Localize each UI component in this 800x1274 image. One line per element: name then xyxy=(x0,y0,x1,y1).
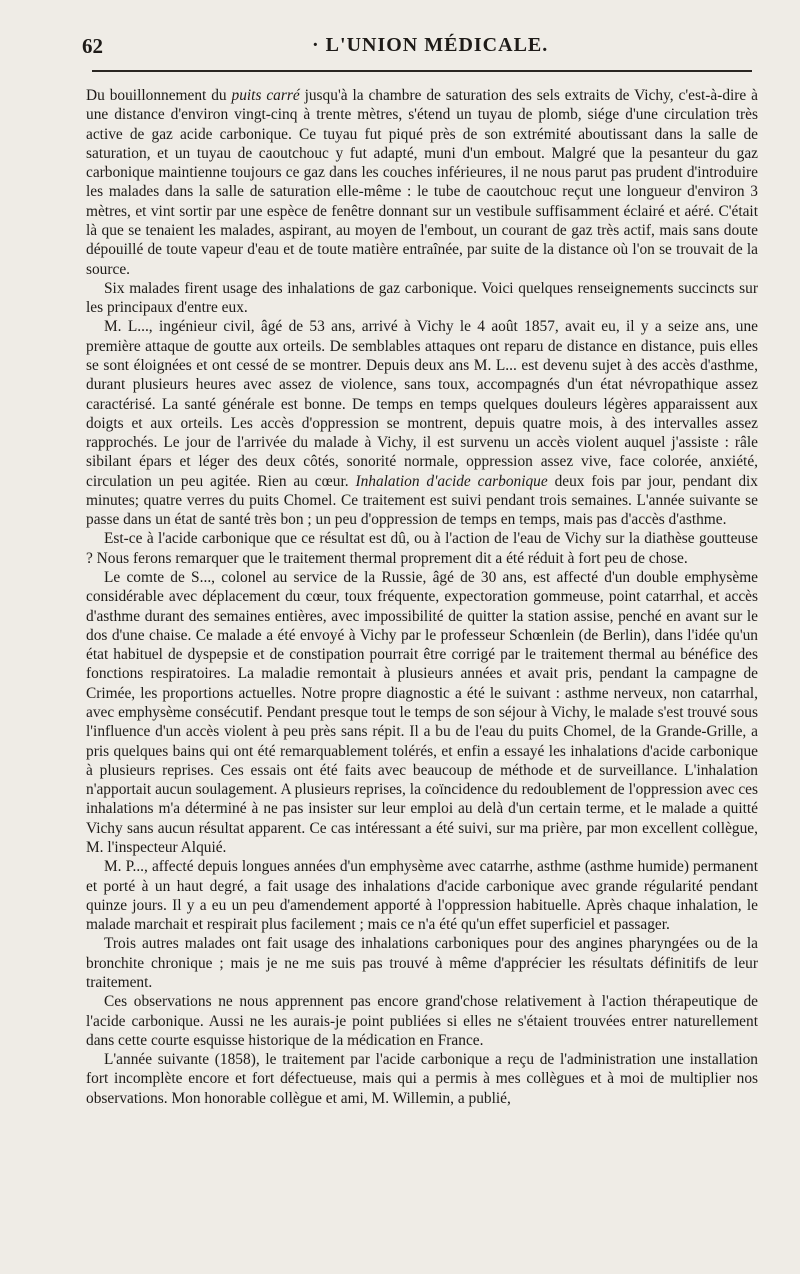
paragraph: M. L..., ingénieur civil, âgé de 53 ans, arrivé à Vichy le 4 août 1857, avait eu, il y a seize ans, une première attaque de goutte aux orteils. De semblables attaques ont reparu de distance en distance, puis elles se sont éloignées et ont cessé de se montrer. Depuis deux ans M. L... est devenu sujet à des accès d'asthme, durant plusieurs heures avec assez de violence, sans toux, accompagnés d'un état névropathique assez caractérisé. La santé générale est bonne. De temps en temps quelques douleurs légères apparaissent aux doigts et aux orteils. Les accès d'oppression se montrent, depuis quatre mois, à des intervalles assez rapprochés. Le jour de l'arrivée du malade à Vichy, il est survenu un accès violent auquel j'assiste : râle sibilant épars et léger des deux côtés, sonorité normale, oppression assez vive, face colorée, anxiété, circulation un peu agitée. Rien au cœur. Inhalation d'acide carbonique deux fois par jour, pendant dix minutes; quatre verres du puits Chomel. Ce traitement est suivi pendant trois semaines. L'année suivante se passe dans un état de santé très bon ; un peu d'oppression de temps en temps, mais pas d'accès d'asthme. xyxy=(86,318,758,529)
paragraph: Six malades firent usage des inhalations de gaz carbonique. Voici quelques renseignements succincts sur les principaux d'entre eux. xyxy=(86,279,758,317)
paragraph: Ces observations ne nous apprennent pas encore grand'chose relativement à l'action thérapeutique de l'acide carbonique. Aussi ne les aurais-je point publiées si elles ne s'étaient trouvées entrer naturellement dans cette courte esquisse historique de la médication en France. xyxy=(86,993,758,1049)
emphasis: puits carré xyxy=(231,87,300,104)
paragraph: Est-ce à l'acide carbonique que ce résultat est dû, ou à l'action de l'eau de Vichy sur la diathèse goutteuse ? Nous ferons remarquer que le traitement thermal proprement dit a été réduit à fort peu de chose. xyxy=(86,530,758,567)
header-rule xyxy=(92,70,752,72)
page-header xyxy=(82,34,750,64)
body-text xyxy=(86,86,758,1108)
paragraph: M. P..., affecté depuis longues années d'un emphysème avec catarrhe, asthme (asthme humide) permanent et porté à un haut degré, a fait usage des inhalations d'acide carbonique avec grande régularité pendant quinze jours. Il y a eu un peu d'amendement apporté à l'oppression habituelle. Après chaque inhalation, le malade marchait et respirait plus facilement ; mais ce n'a été qu'un effet superficiel et passager. xyxy=(86,858,758,934)
running-title: · L'UNION MÉDICALE. xyxy=(312,34,549,56)
emphasis: Inhalation d'acide carbonique xyxy=(355,472,548,490)
paragraph: Du bouillonnement du puits carré jusqu'à la chambre de saturation des sels extraits de Vichy, c'est-à-dire à une distance d'environ vingt-cinq à trente mètres, s'étend un tuyau de plomb, siége d'une circulation très active de gaz acide carbonique. Ce tuyau fut piqué près de son extrémité aboutissant dans la salle de saturation, et un tuyau de caoutchouc y fut adapté, muni d'un embout. Malgré que la pesanteur du gaz carbonique maintienne toujours ce gaz dans les couches inférieures, il ne nous parut pas prudent d'introduire les malades dans la salle de saturation elle-même : le tube de caoutchouc reçut une longueur d'environ 3 mètres, et vint sortir par une espèce de fenêtre donnant sur un vestibule suffisamment éclairé et aéré. C'était là que se tenaient les malades, aspirant, au moyen de l'embout, un courant de gaz très actif, mais sans doute dépouillé de toute vapeur d'eau et de toute matière entraînée, par suite de la distance où l'on se trouvait de la source. xyxy=(86,87,758,278)
paragraph: Le comte de S..., colonel au service de la Russie, âgé de 30 ans, est affecté d'un double emphysème considérable avec déplacement du cœur, toux fréquente, expectoration gommeuse, point catarrhal, et accès d'asthme durant des semaines entières, avec impossibilité de quitter la station assise, penché en avant sur le dos d'une chaise. Ce malade a été envoyé à Vichy par le professeur Schœnlein (de Berlin), dans l'idée qu'un état habituel de dyspepsie et de constipation pourrait être corrigé par le traitement thermal au bénéfice des fonctions respiratoires. La maladie remontait à plusieurs années et avait pris, pendant la campagne de Crimée, les proportions actuelles. Notre propre diagnostic a été le suivant : asthme nerveux, non catarrhal, avec emphysème consécutif. Pendant presque tout le temps de son séjour à Vichy, le malade s'est trouvé sous l'influence d'un accès violent à peu près sans répit. Il a bu de l'eau du puits Chomel, de la Grande-Grille, a pris quelques bains qui ont été remarquablement tolérés, et enfin a essayé les inhalations d'acide carbonique à plusieurs reprises. Ces essais ont été faits avec beaucoup de méthode et de surveillance. L'inhalation n'apportait aucun soulagement. A plusieurs reprises, la coïncidence du redoublement de l'oppression avec ces inhalations m'a déterminé à ne pas insister sur leur emploi au delà d'un certain terme, et le malade a quitté Vichy sans aucun résultat apparent. Ce cas intéressant a été suivi, sur ma prière, par mon excellent collègue, M. l'inspecteur Alquié. xyxy=(86,569,758,856)
page-number: 62 xyxy=(82,34,103,58)
paragraph: Trois autres malades ont fait usage des inhalations carboniques pour des angines pharyngées ou de la bronchite chronique ; mais je ne me suis pas trouvé à même d'apprécier les résultats définitifs de leur traitement. xyxy=(86,935,758,991)
paragraph: L'année suivante (1858), le traitement par l'acide carbonique a reçu de l'administration une installation fort incomplète encore et fort défectueuse, mais qui a permis à mes collègues et à moi de multiplier nos observations. Mon honorable collègue et ami, M. Willemin, a publié, xyxy=(86,1051,758,1107)
